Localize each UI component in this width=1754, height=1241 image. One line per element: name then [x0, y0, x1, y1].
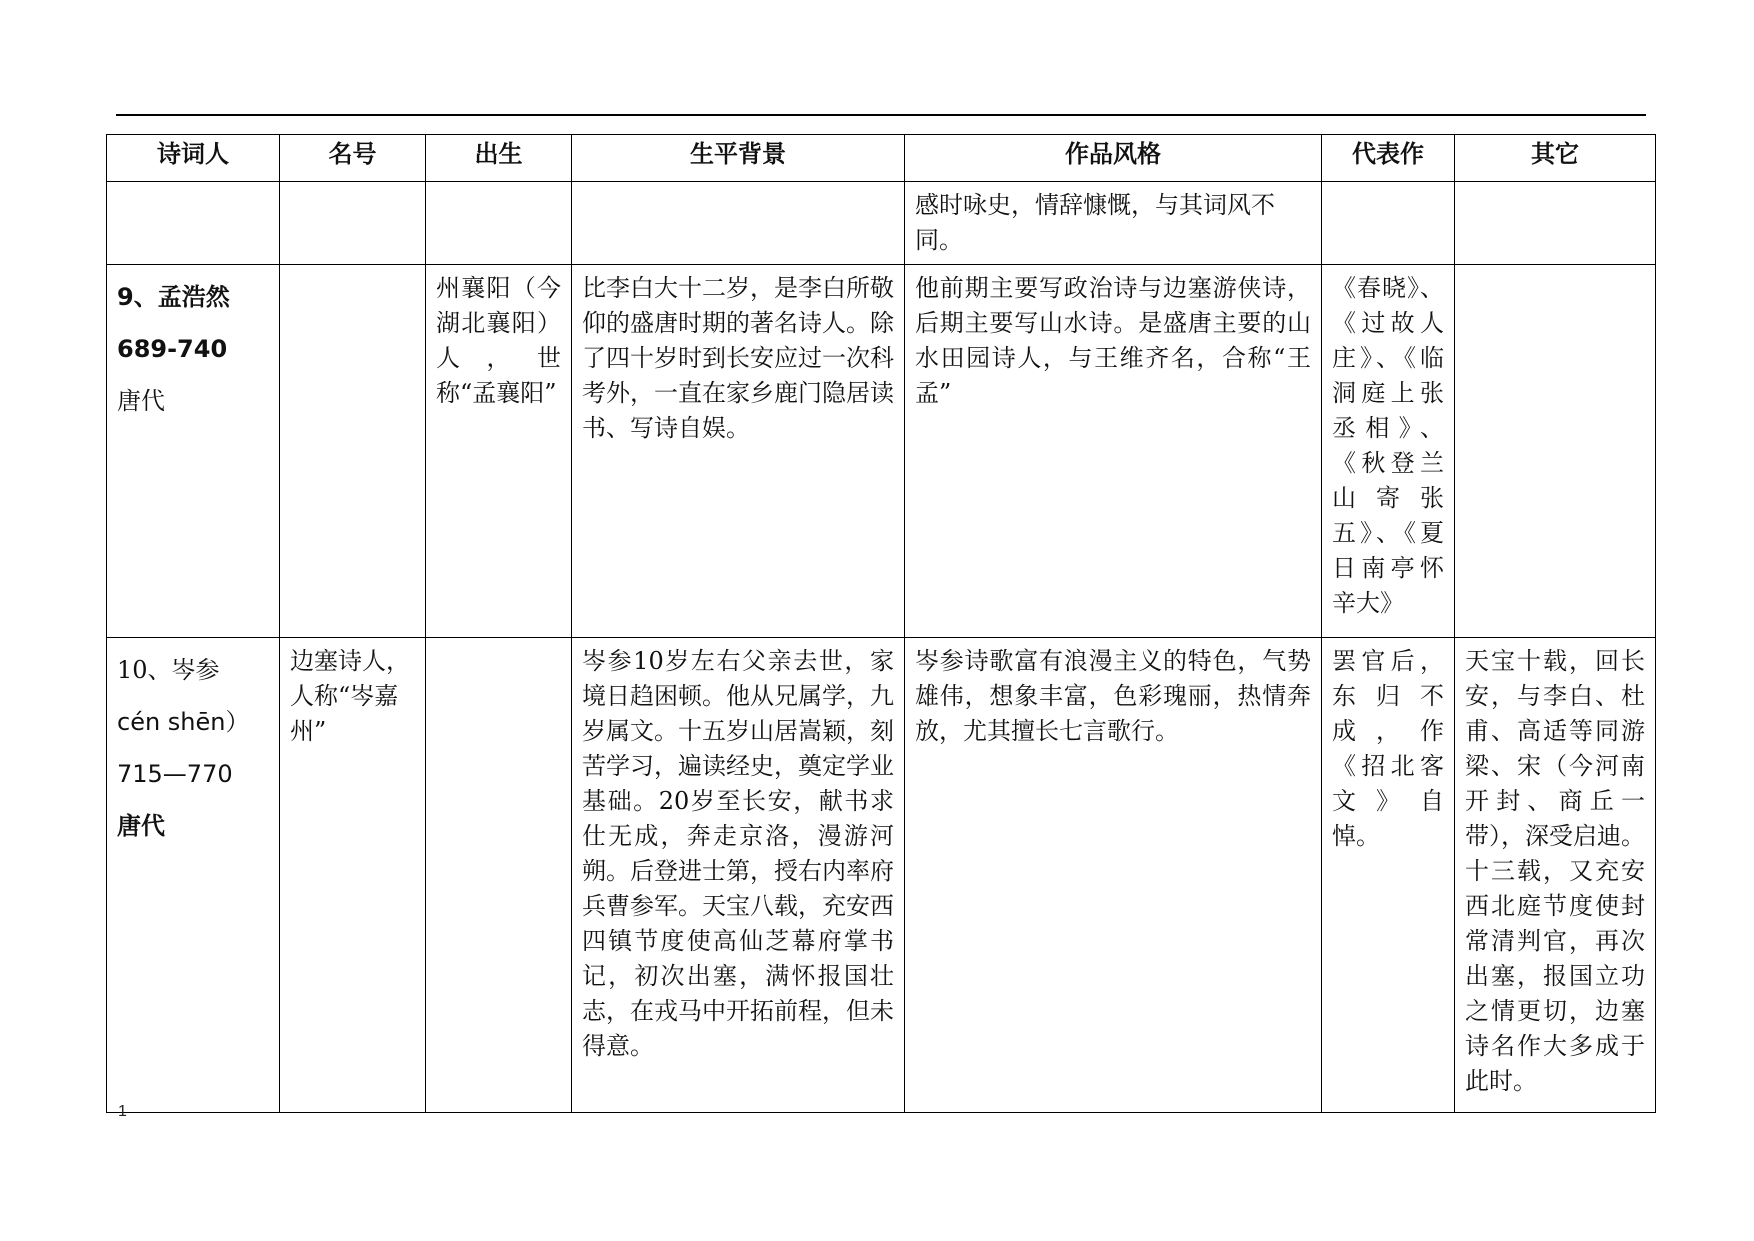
- cell-other: [1455, 265, 1656, 638]
- cell-poet: [107, 265, 280, 638]
- cell-empty: [1322, 182, 1455, 265]
- header-rule: [116, 114, 1646, 116]
- cell-empty: [1455, 182, 1656, 265]
- cell-other: 天宝十载，回长安，与李白、杜甫、高适等同游梁、宋（今河南开封、商丘一带），深受启迪。十三载，又充安西北庭节度使封常清判官，再次出塞，报国立功之情更切，边塞诗名作大多成于此时。: [1455, 638, 1656, 1113]
- cell-birth: [426, 638, 572, 1113]
- cell-alias: 边塞诗人，人称“岑嘉州”: [280, 638, 426, 1113]
- cell-works: 罢官后，东归不成，作《招北客文》自悼。: [1322, 638, 1455, 1113]
- header-row: [107, 135, 1656, 182]
- table-row-continuation: [107, 182, 1656, 265]
- poet-dynasty: 唐代: [117, 812, 165, 840]
- header-style: 作品风格: [905, 135, 1322, 182]
- cell-empty: [280, 182, 426, 265]
- poet-years: 715—770: [117, 760, 233, 788]
- table-row: [107, 638, 1656, 1113]
- poet-pinyin: cén shēn）: [117, 708, 250, 736]
- header-birth: 出生: [426, 135, 572, 182]
- cell-poet: [107, 638, 280, 1113]
- cell-style: 岑参诗歌富有浪漫主义的特色，气势雄伟，想象丰富，色彩瑰丽，热情奔放，尤其擅长七言歌行。: [905, 638, 1322, 1113]
- header-background: 生平背景: [572, 135, 905, 182]
- cell-style: 感时咏史，情辞慷慨，与其词风不同。: [905, 182, 1322, 265]
- poet-years: 689-740: [117, 335, 228, 363]
- poet-name: 9、孟浩然: [117, 283, 230, 311]
- cell-style: 他前期主要写政治诗与边塞游侠诗，后期主要写山水诗。是盛唐主要的山水田园诗人，与王维齐名，合称“王孟”: [905, 265, 1322, 638]
- header-alias: 名号: [280, 135, 426, 182]
- cell-empty: [426, 182, 572, 265]
- table-row: [107, 265, 1656, 638]
- poet-name: 10、岑参: [117, 656, 220, 684]
- cell-empty: [107, 182, 280, 265]
- cell-works: 《春晓》、《过故人庄》、《临洞庭上张丞相》、《秋登兰山寄张五》、《夏日南亭怀辛大》: [1322, 265, 1455, 638]
- poets-table: [106, 134, 1656, 1113]
- header-works: 代表作: [1322, 135, 1455, 182]
- cell-background: 比李白大十二岁，是李白所敬仰的盛唐时期的著名诗人。除了四十岁时到长安应过一次科考外，一直在家乡鹿门隐居读书、写诗自娱。: [572, 265, 905, 638]
- cell-alias: [280, 265, 426, 638]
- cell-background: 岑参10岁左右父亲去世，家境日趋困顿。他从兄属学，九岁属文。十五岁山居嵩颖，刻苦学习，遍读经史，奠定学业基础。20岁至长安，献书求仕无成，奔走京洛，漫游河朔。后登进士第，授右内率府兵曹参军。天宝八载，充安西四镇节度使高仙芝幕府掌书记，初次出塞，满怀报国壮志，在戎马中开拓前程，但未得意。: [572, 638, 905, 1113]
- cell-empty: [572, 182, 905, 265]
- page-number: 1: [118, 1103, 127, 1120]
- header-other: 其它: [1455, 135, 1656, 182]
- header-poet: 诗词人: [107, 135, 280, 182]
- poet-dynasty: 唐代: [117, 387, 165, 415]
- cell-birth: 州襄阳（今湖北襄阳）人，世称“孟襄阳”: [426, 265, 572, 638]
